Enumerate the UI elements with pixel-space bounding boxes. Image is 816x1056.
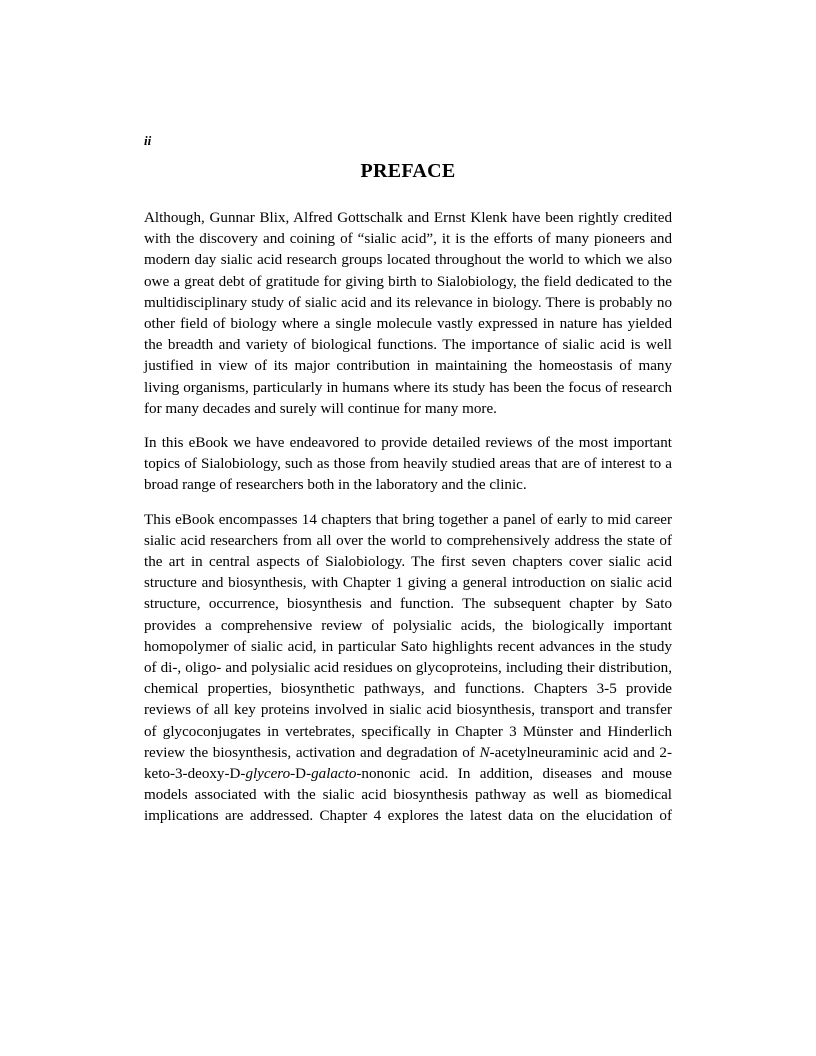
italic-text-run: galacto xyxy=(311,766,357,783)
text-run: In this eBook we have endeavored to provide detailed reviews of the most important topics of Sialobiology, such as those from heavily studied areas that are of interest to a broad range of researchers both in the laboratory and the clinic. xyxy=(144,435,672,494)
text-run: This eBook encompasses 14 chapters that bring together a panel of early to mid career sialic acid researchers from all over the world to comprehensively address the state of the art in central aspects of Sialobiology. The first seven chapters cover sialic acid structure and biosynthesis, with Chapter 1 giving a general introduction on sialic acid structure, occurrence, biosynthesis and function. The subsequent chapter by Sato provides a comprehensive review of polysialic acids, the biologically important homopolymer of sialic acid, in particular Sato highlights recent advances in the study of di-, oligo- and polysialic acid residues on glycoproteins, including their distribution, chemical properties, biosynthetic pathways, and functions. Chapters 3-5 provide reviews of all key proteins involved in sialic acid biosynthesis, transport and transfer of glycoconjugates in vertebrates, specifically in Chapter 3 Münster and Hinderlich review the biosynthesis, activation and degradation of xyxy=(144,511,672,761)
page-number: ii xyxy=(144,133,152,148)
text-run: Although, Gunnar Blix, Alfred Gottschalk and Ernst Klenk have been rightly credited with the discovery and coining of “sialic acid”, it is the efforts of many pioneers and modern day sialic acid research groups located throughout the world to which we also owe a great debt of gratitude for giving birth to Sialobiology, the field dedicated to the multidisciplinary study of sialic acid and its relevance in biology. There is probably no other field of biology where a single molecule vastly expressed in nature has yielded the breadth and variety of biological functions. The importance of sialic acid is well justified in view of its major contribution in maintaining the homeostasis of many living organisms, particularly in humans where its study has been the focus of research for many decades and surely will continue for many more. xyxy=(144,210,672,417)
text-run: -nononic acid. In addition, diseases and mouse models associated with the sialic acid biosynthesis pathway as well as biomedical implications are addressed. Chapter 4 explores the latest data on the elucidation of xyxy=(144,766,672,825)
italic-text-run: N xyxy=(479,744,490,761)
paragraph xyxy=(144,208,672,420)
text-run: -acetylneuraminic acid and 2-keto-3-deoxy-D- xyxy=(144,744,672,783)
paragraph xyxy=(144,510,672,828)
page-title: PREFACE xyxy=(360,160,456,182)
text-run: -D- xyxy=(290,766,312,783)
preface-body xyxy=(144,208,672,841)
paragraph xyxy=(144,433,672,497)
italic-text-run: glycero xyxy=(245,766,291,783)
